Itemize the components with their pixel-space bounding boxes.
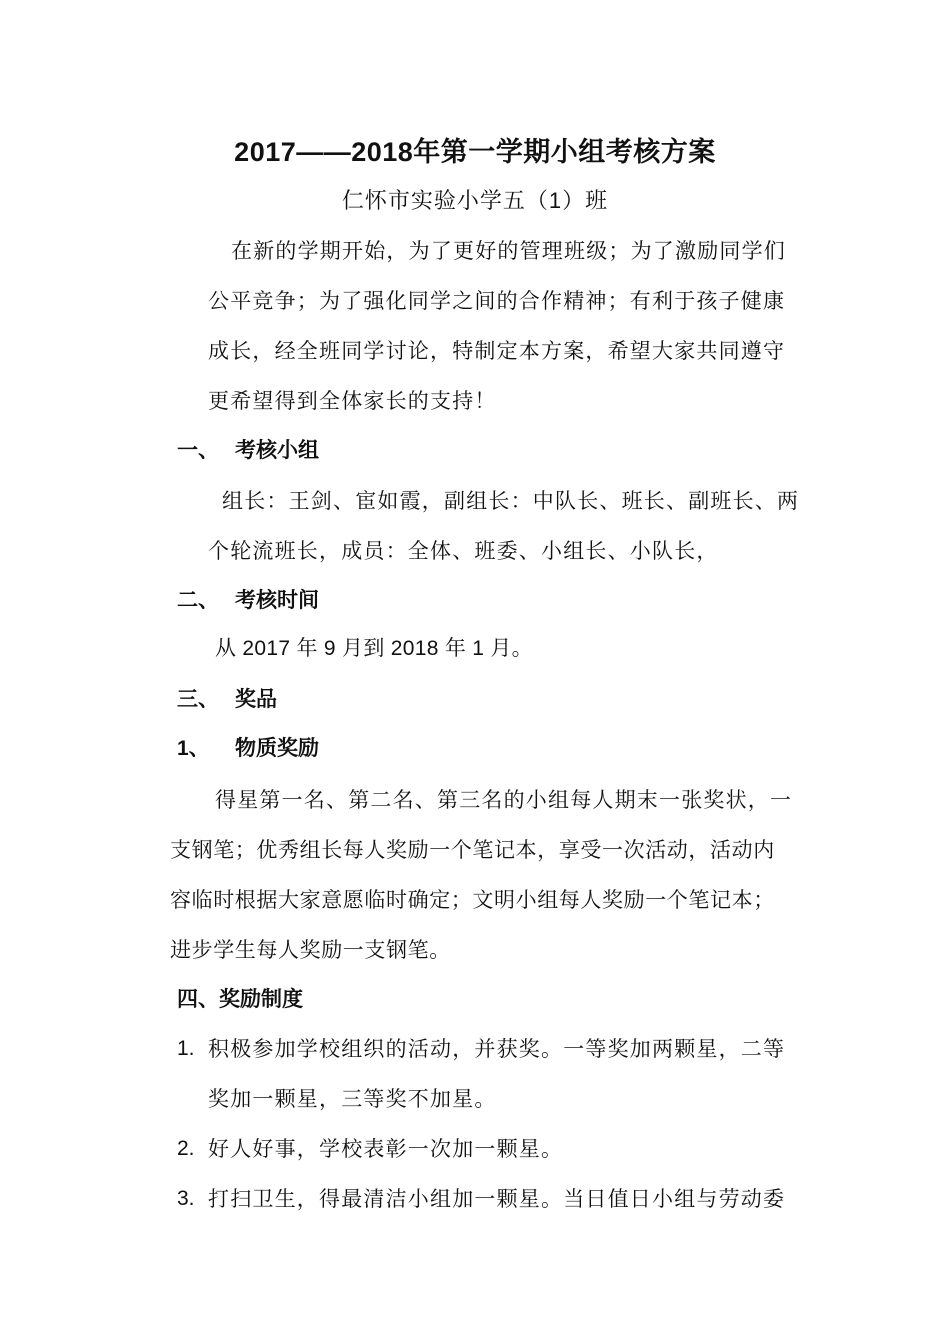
section3-line: 得星第一名、第二名、第三名的小组每人期末一张奖状，一 <box>215 788 793 812</box>
section-heading-2 <box>177 586 319 616</box>
section-heading-4: 四、奖励制度 <box>177 988 303 1011</box>
section-number: 二、 <box>177 589 219 612</box>
intro-line: 更希望得到全体家长的支持！ <box>208 389 497 413</box>
section-number: 一、 <box>177 439 219 462</box>
subsection-number: 1、 <box>177 737 210 760</box>
section-heading-text: 考核时间 <box>235 589 319 612</box>
section-heading-3 <box>177 685 277 715</box>
list-item-line: 积极参加学校组织的活动，并获奖。一等奖加两颗星，二等 <box>208 1037 786 1061</box>
list-item-line: 好人好事，学校表彰一次加一颗星。 <box>208 1137 564 1161</box>
list-item-line: 打扫卫生，得最清洁小组加一颗星。当日值日小组与劳动委 <box>208 1187 786 1211</box>
section-number: 三、 <box>177 688 219 711</box>
section-heading-text: 考核小组 <box>235 439 319 462</box>
section3-line: 支钢笔；优秀组长每人奖励一个笔记本，享受一次活动，活动内 <box>170 838 775 862</box>
section-heading-1 <box>177 436 319 466</box>
section-heading-text: 奖品 <box>235 688 277 711</box>
document-title: 2017——2018年第一学期小组考核方案 <box>234 137 716 167</box>
section1-line: 个轮流班长，成员：全体、班委、小组长、小队长， <box>208 539 719 563</box>
list-number: 3. <box>177 1187 195 1210</box>
section3-line: 容临时根据大家意愿临时确定；文明小组每人奖励一个笔记本； <box>170 888 775 912</box>
section1-line: 组长：王剑、宦如霞，副组长：中队长、班长、副班长、两 <box>222 489 800 513</box>
document-subtitle: 仁怀市实验小学五（1）班 <box>341 188 609 213</box>
subsection-heading <box>177 734 319 764</box>
intro-line: 在新的学期开始，为了更好的管理班级；为了激励同学们 <box>231 239 786 263</box>
intro-line: 公平竞争；为了强化同学之间的合作精神；有利于孩子健康 <box>208 289 786 313</box>
section3-line: 进步学生每人奖励一支钢笔。 <box>170 938 451 962</box>
section2-line: 从 2017 年 9 月到 2018 年 1 月。 <box>215 637 533 660</box>
list-number: 1. <box>177 1037 195 1060</box>
list-item-line: 奖加一颗星，三等奖不加星。 <box>208 1087 497 1111</box>
list-number: 2. <box>177 1137 195 1160</box>
subsection-heading-text: 物质奖励 <box>235 737 319 760</box>
intro-line: 成长，经全班同学讨论，特制定本方案，希望大家共同遵守 <box>208 339 786 363</box>
